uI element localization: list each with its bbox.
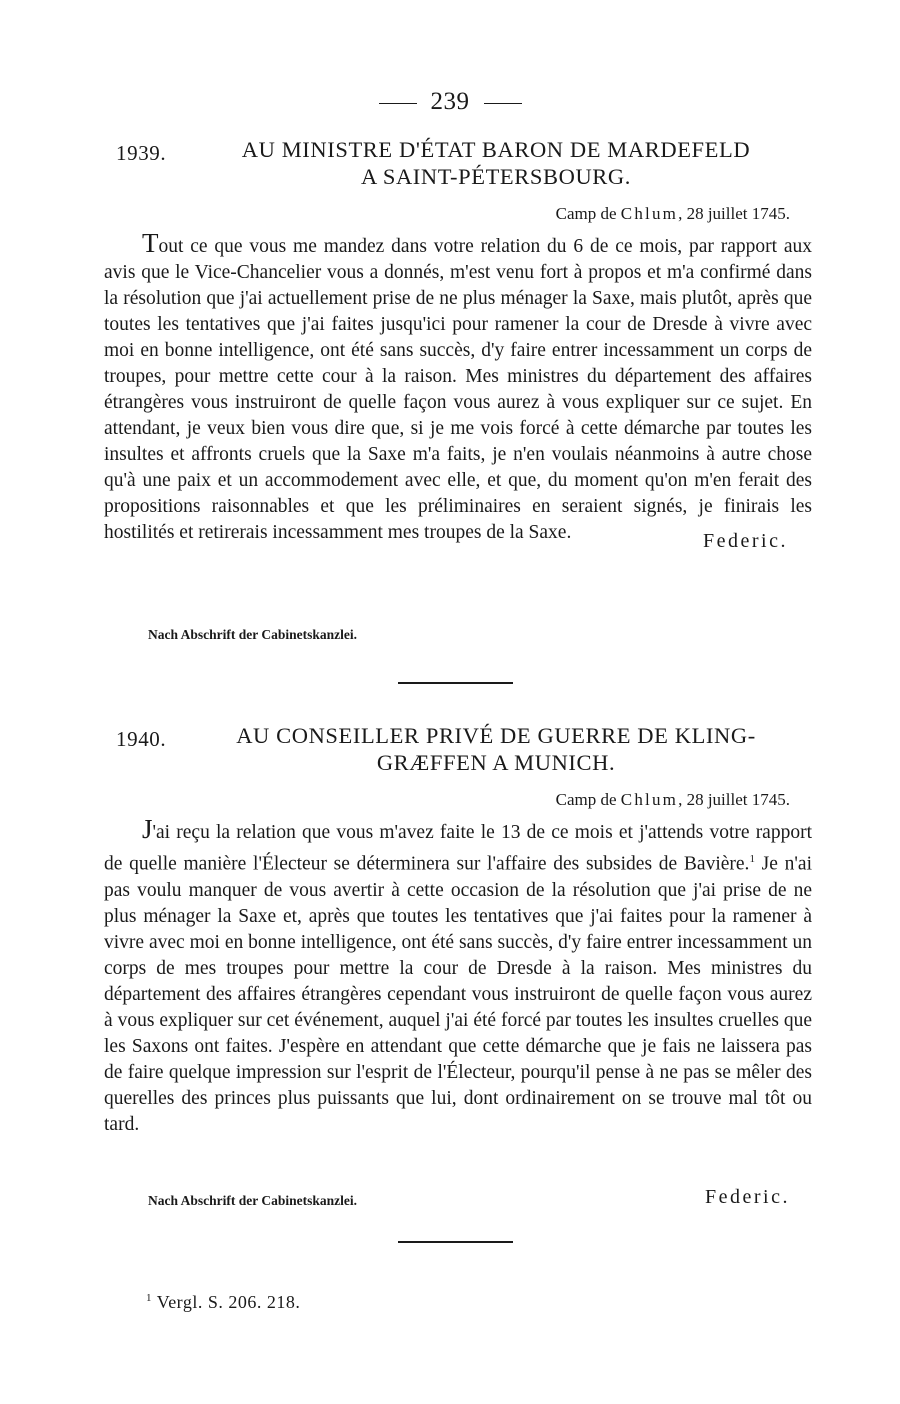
footnote bbox=[146, 1292, 300, 1313]
dateline-date: , 28 juillet 1745. bbox=[678, 204, 790, 223]
footnote-marker: 1 bbox=[749, 853, 755, 865]
section-divider bbox=[398, 682, 513, 684]
footnote-number: 1 bbox=[146, 1292, 152, 1304]
signature: Federic. bbox=[703, 530, 788, 552]
letter-number: 1939. bbox=[116, 141, 167, 165]
body-text-part2: Je n'ai pas voulu manquer de vous avertir à cette occasion de la résolution que j'ai prise de ne plus ménager la Saxe et, après que toutes les tentatives que j'ai faites pour la ramener à vivre avec moi en bonne intelligence, ont été sans succès, d'y faire entrer incessamment un corps de mes troupes pour mettre la cour de Dresde à la raison. Mes ministres du département des affaires étrangères cependant vous instruiront de quelle façon vous aurez à vous expliquer sur cet événement, auquel j'ai été forcé par toutes les insultes cruelles que les Saxons ont faites. J'espère en attendant que cette démarche que je fais ne laissera pas de faire quelque impression sur l'esprit de l'Électeur, pourqu'il pense à ne pas se mêler des querelles des princes plus puissants que lui, dont ordinairement on se trouve mal tôt ou tard. bbox=[104, 853, 812, 1135]
letter-title-line2: GRÆFFEN A MUNICH. bbox=[376, 750, 616, 775]
letter-title-line1: AU CONSEILLER PRIVÉ DE GUERRE DE KLING- bbox=[236, 723, 756, 748]
signature-row bbox=[104, 530, 812, 570]
source-note: Nach Abschrift der Cabinetskanzlei. bbox=[148, 627, 358, 642]
signature: Federic. bbox=[705, 1186, 790, 1208]
letter-heading bbox=[104, 722, 812, 776]
letter-title-line1: AU MINISTRE D'ÉTAT BARON DE MARDEFELD bbox=[241, 137, 751, 162]
letter-body bbox=[104, 816, 812, 1138]
section-divider bbox=[398, 1241, 513, 1243]
letter-dateline bbox=[104, 204, 812, 224]
page-number-value: 239 bbox=[430, 88, 470, 115]
letter-number: 1940. bbox=[116, 727, 167, 751]
page-number bbox=[0, 88, 900, 116]
dateline-place: Chlum bbox=[620, 204, 679, 223]
body-text-part1: 'ai reçu la relation que vous m'avez faite le 13 de ce mois et j'attends votre rapport de quelle manière l'Électeur se déterminera sur l'affaire des subsides de Bavière. bbox=[104, 822, 812, 875]
dateline-place: Chlum bbox=[620, 790, 679, 809]
dateline-prefix: Camp de bbox=[555, 204, 617, 223]
footnote-text: Vergl. S. 206. 218. bbox=[156, 1292, 301, 1312]
page-number-dash-right bbox=[484, 103, 522, 105]
letter-heading bbox=[104, 136, 812, 190]
source-note: Nach Abschrift der Cabinetskanzlei. bbox=[148, 1193, 358, 1208]
letter-1939 bbox=[104, 136, 812, 570]
body-text: out ce que vous me mandez dans votre relation du 6 de ce mois, par rapport aux avis que le Vice-Chancelier vous a donnés, m'est venu fort à propos et m'a confirmé dans la résolution que j'ai actuellement prise de ne plus ménager la Saxe, mais plutôt, après que toutes les tentatives que j'ai faites jusqu'ici pour ramener la cour de Dresde à vivre avec moi en bonne intelligence, ont été sans succès, d'y faire entrer incessamment un corps de troupes, pour mettre cette cour à la raison. Mes ministres du département des affaires étrangères vous instruiront de quelle façon vous aurez à vous expliquer sur ce sujet. En attendant, je veux bien vous dire que, si je me vois forcé à cette démarche par toutes les insultes et affronts cruels que la Saxe m'a faits, je n'en voulais néanmoins à autre chose qu'à une paix et un accommodement avec elle, et que, du moment qu'on m'en ferait des propositions raisonnables et que les préliminaires en seraient signés, je finirais les hostilités et retirerais incessamment mes troupes de la Saxe. bbox=[104, 236, 812, 543]
letter-dateline bbox=[104, 790, 812, 810]
dateline-prefix: Camp de bbox=[555, 790, 617, 809]
body-initial: T bbox=[142, 228, 159, 258]
letter-1940 bbox=[104, 722, 812, 1138]
dateline-date: , 28 juillet 1745. bbox=[678, 790, 790, 809]
letter-title-line2: A SAINT-PÉTERSBOURG. bbox=[361, 164, 631, 189]
body-initial: J bbox=[142, 814, 153, 844]
page-number-dash-left bbox=[379, 103, 417, 105]
letter-body bbox=[104, 230, 812, 546]
